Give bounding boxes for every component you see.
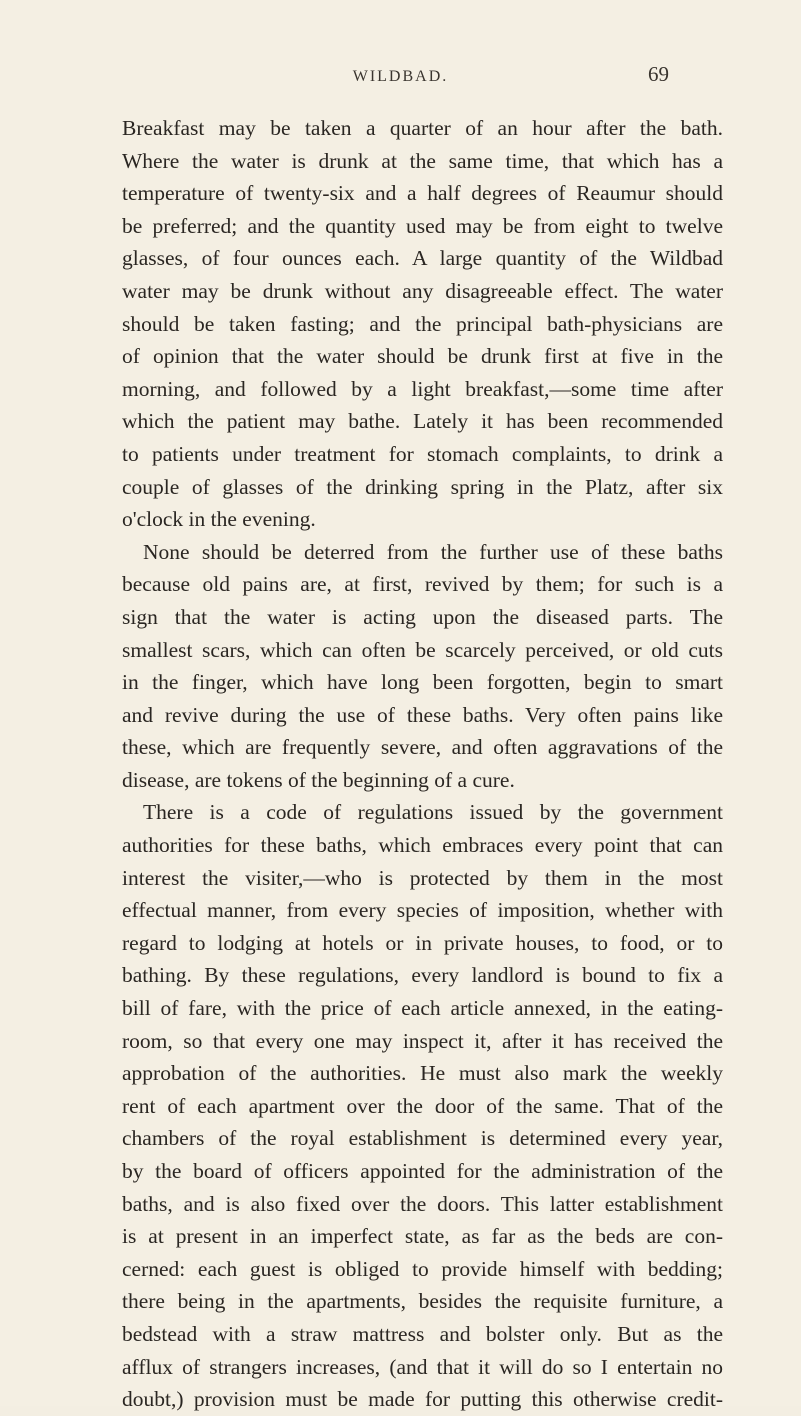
paragraph-end-line: disease, are tokens of the beginning of a cure. (122, 767, 515, 792)
text-line: approbation of the authorities. He must also mark the weekly (122, 1061, 723, 1086)
text-line: bedstead with a straw mattress and bolster only. But as the (122, 1321, 723, 1346)
text-line: by the board of officers appointed for the administration of the (122, 1159, 723, 1183)
text-line: sign that the water is acting upon the diseased parts. The (122, 604, 723, 629)
text-line: bill of fare, with the price of each article annexed, in the eating- (122, 996, 723, 1021)
text-line: which the patient may bathe. Lately it has been recommended (122, 409, 723, 434)
page-header (0, 62, 801, 98)
text-line: afflux of strangers increases, (and that it will do so I entertain no (122, 1354, 723, 1379)
text-line: temperature of twenty-six and a half degrees of Reaumur should (122, 181, 723, 206)
running-title: WILDBAD. (352, 68, 449, 85)
text-line: there being in the apartments, besides the requisite furniture, a (122, 1289, 723, 1314)
text-line: morning, and followed by a light breakfast,—some time after (122, 376, 723, 401)
text-line: Breakfast may be taken a quarter of an hour after the bath. (122, 116, 723, 140)
text-line: doubt,) provision must be made for putting this otherwise credit- (122, 1387, 723, 1412)
text-line: authorities for these baths, which embraces every point that can (122, 833, 723, 858)
text-line: bathing. By these regulations, every landlord is bound to fix a (122, 963, 723, 988)
text-line: is at present in an imperfect state, as far as the beds are con- (122, 1224, 723, 1249)
text-line: interest the visiter,—who is protected by them in the most (122, 865, 723, 890)
text-line: rent of each apartment over the door of the same. That of the (122, 1093, 723, 1118)
text-line: because old pains are, at first, revived by them; for such is a (122, 572, 723, 597)
text-line: be preferred; and the quantity used may be from eight to twelve (122, 213, 723, 238)
text-line: room, so that every one may inspect it, after it has received the (122, 1028, 723, 1053)
text-line: chambers of the royal establishment is determined every year, (122, 1126, 723, 1151)
text-line: and revive during the use of these baths. Very often pains like (122, 702, 723, 727)
text-line: couple of glasses of the drinking spring in the Platz, after six (122, 474, 723, 499)
text-line: of opinion that the water should be drunk first at five in the (122, 344, 723, 369)
text-line: in the finger, which have long been forgotten, begin to smart (122, 670, 723, 695)
body-text (122, 112, 723, 1416)
text-line: effectual manner, from every species of imposition, whether with (122, 898, 723, 923)
page-number: 69 (648, 62, 669, 86)
text-line: water may be drunk without any disagreeable effect. The water (122, 278, 723, 303)
text-line: to patients under treatment for stomach complaints, to drink a (122, 441, 723, 466)
text-line: smallest scars, which can often be scarcely perceived, or old cuts (122, 637, 723, 662)
text-line: glasses, of four ounces each. A large quantity of the Wildbad (122, 246, 723, 271)
paragraph-start-line: None should be deterred from the further use of these baths (143, 539, 723, 564)
text-line: regard to lodging at hotels or in private houses, to food, or to (122, 930, 723, 955)
paragraph-start-line: There is a code of regulations issued by the government (143, 800, 723, 825)
text-line: Where the water is drunk at the same time, that which has a (122, 148, 723, 173)
paragraph-end-line: o'clock in the evening. (122, 507, 316, 532)
text-line: baths, and is also fixed over the doors. This latter establishment (122, 1191, 723, 1216)
text-line: cerned: each guest is obliged to provide himself with bedding; (122, 1256, 723, 1281)
text-line: should be taken fasting; and the principal bath-physicians are (122, 311, 723, 336)
text-line: these, which are frequently severe, and often aggravations of the (122, 735, 723, 760)
